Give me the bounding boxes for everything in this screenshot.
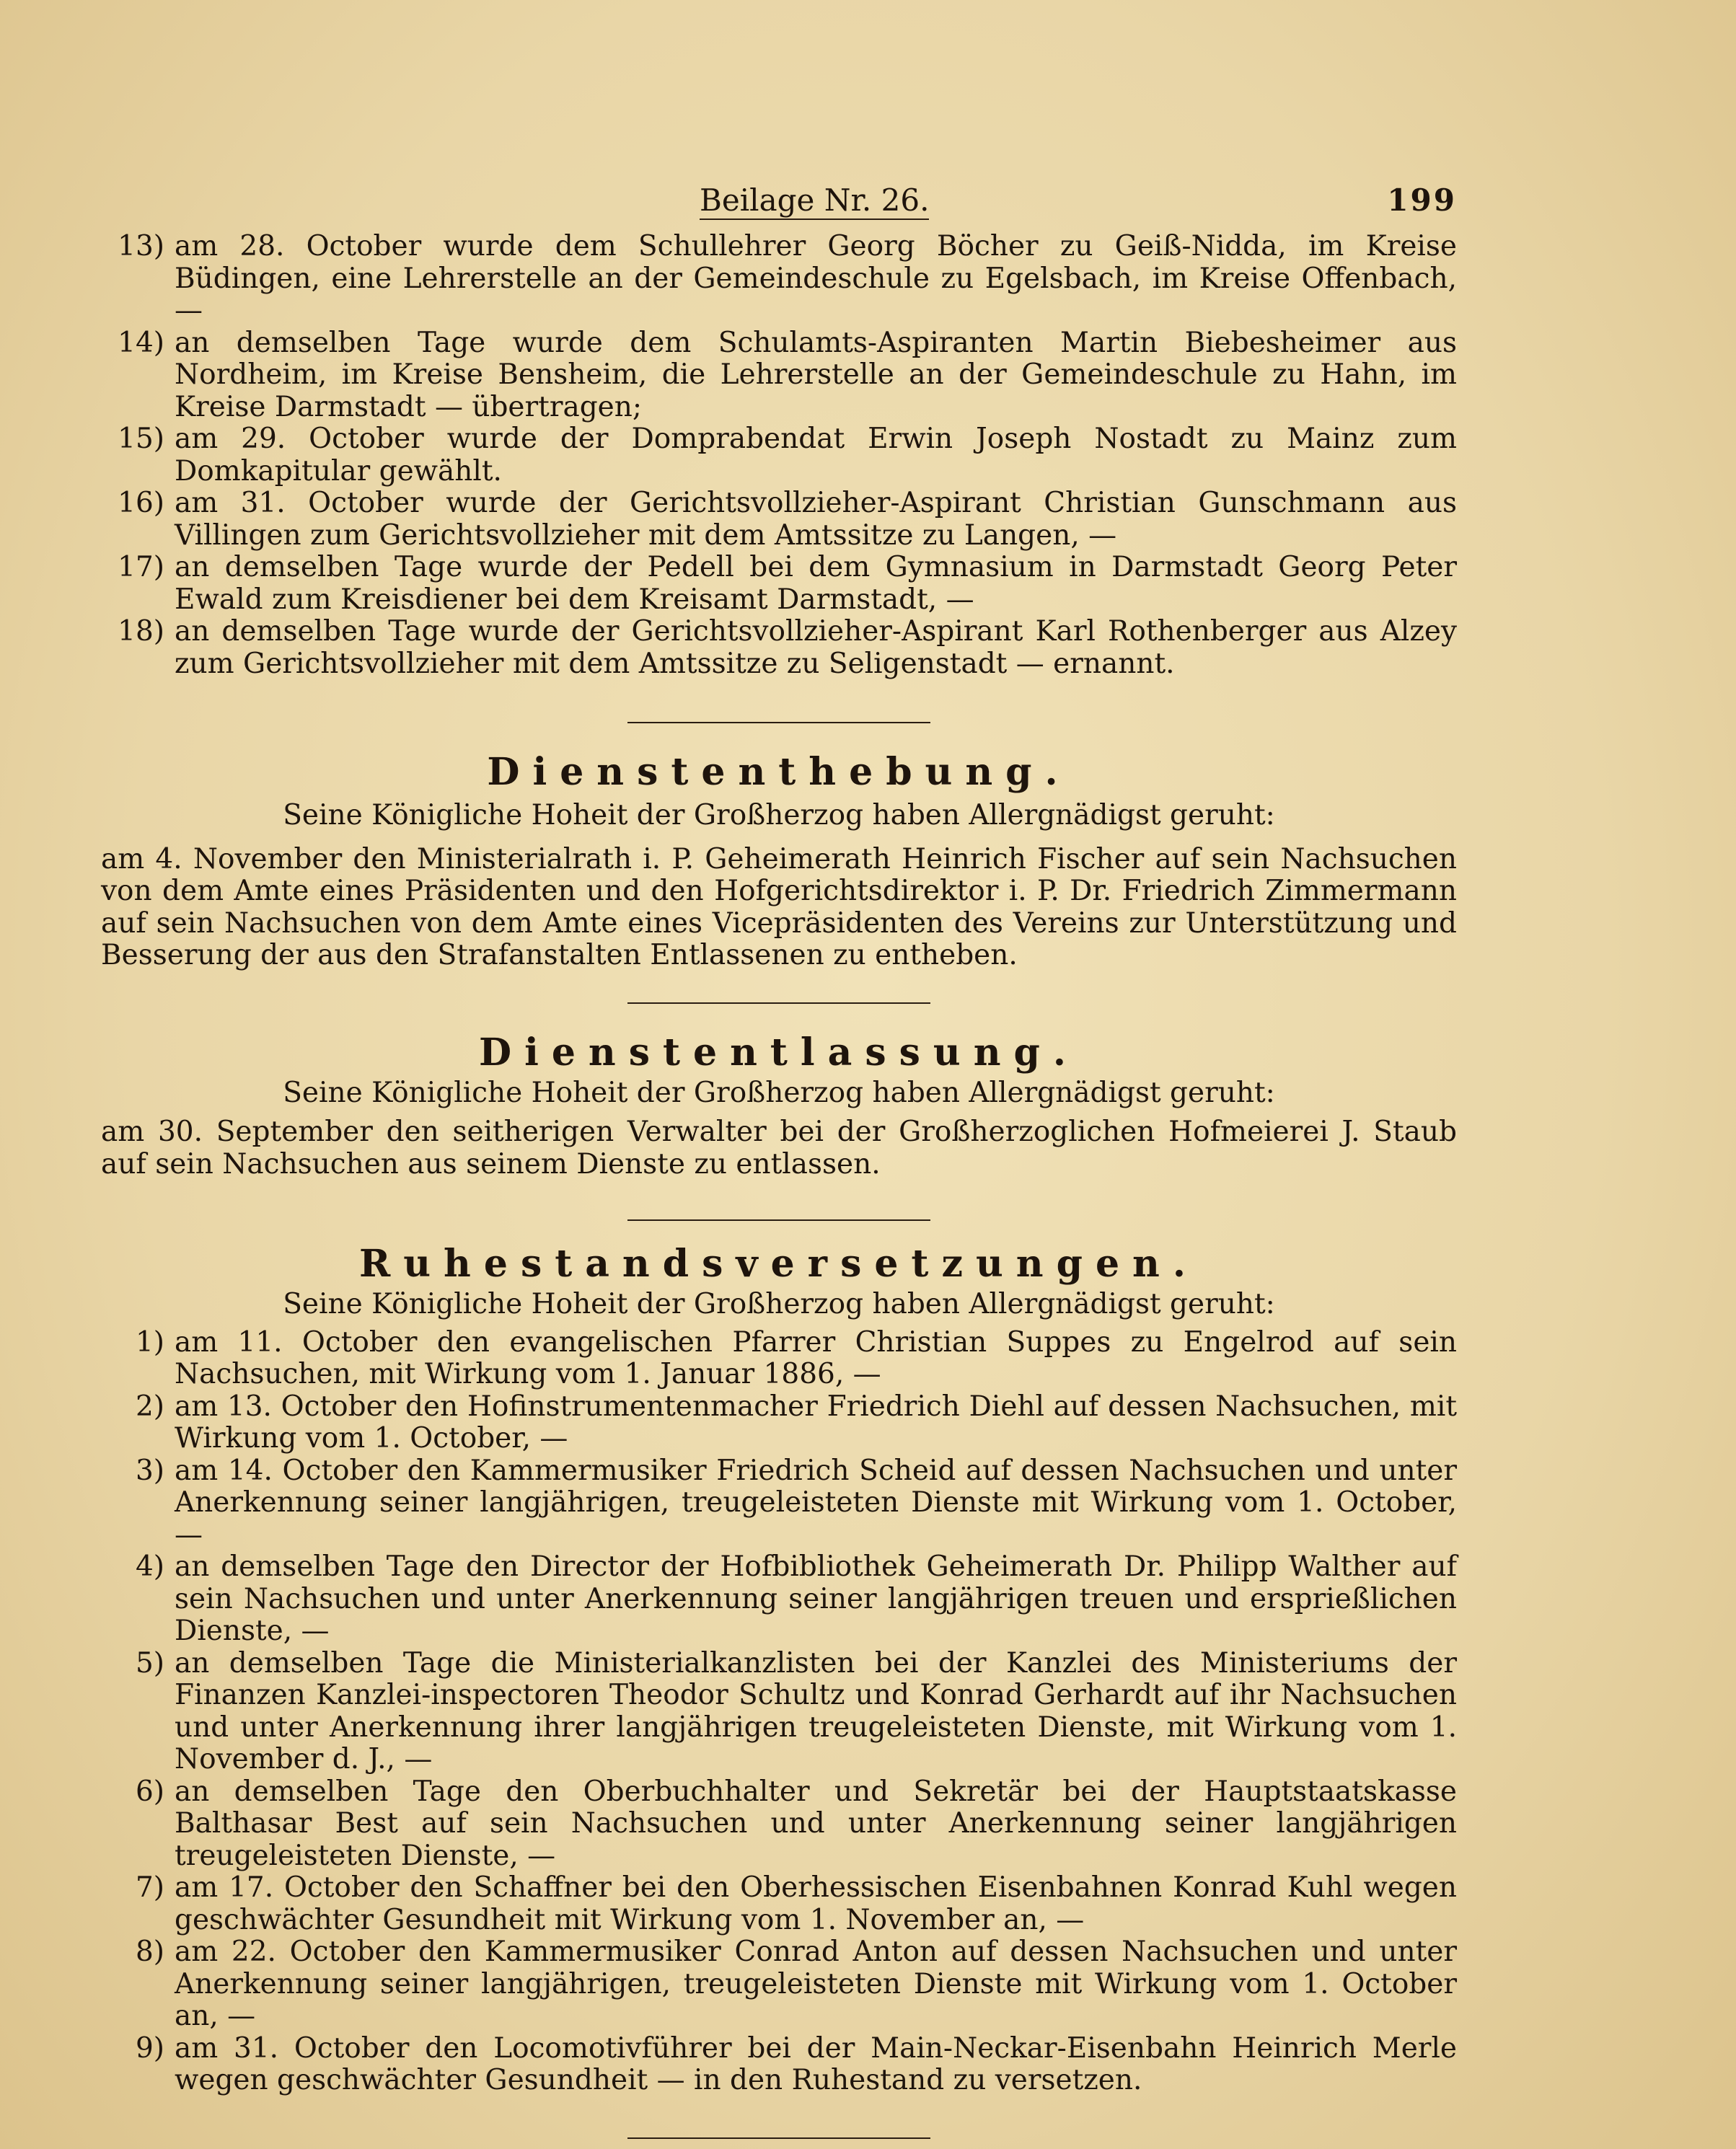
- item-text: am 29. October wurde der Domprabendat Erwin Joseph Nostadt zu Mainz zum Domkapitular gewählt.: [175, 423, 1457, 487]
- item-number: 5): [135, 1646, 164, 1680]
- appointments-list: [101, 231, 1457, 680]
- section-divider: [627, 2137, 930, 2139]
- item-text: am 14. October den Kammermusiker Friedrich Scheid auf dessen Nachsuchen und unter Anerkennung seiner langjährigen, treugeleisteten Dienste mit Wirkung vom 1. October, —: [175, 1454, 1457, 1551]
- item-number: 1): [135, 1325, 164, 1359]
- item-text: an demselben Tage wurde der Pedell bei dem Gymnasium in Darmstadt Georg Peter Ewald zum Kreisdiener bei dem Kreisamt Darmstadt, —: [175, 551, 1457, 616]
- item-text: am 22. October den Kammermusiker Conrad Anton auf dessen Nachsuchen und unter Anerkennung seiner langjährigen, treugeleisteten Dienste mit Wirkung vom 1. October an, —: [175, 1936, 1457, 2032]
- list-item: [101, 1936, 1457, 2033]
- list-item: [101, 487, 1457, 552]
- section-intro: Seine Königliche Hoheit der Großherzog haben Allergnädigst geruht:: [283, 799, 1275, 831]
- item-text: an demselben Tage wurde der Gerichtsvollzieher-Aspirant Karl Rothenberger aus Alzey zum Gerichtsvollzieher mit dem Amtssitze zu Seligenstadt — ernannt.: [175, 615, 1457, 680]
- item-number: 14): [118, 326, 164, 359]
- list-item: [101, 231, 1457, 327]
- section-text: am 4. November den Ministerialrath i. P. Geheimerath Heinrich Fischer auf sein Nachsuchen von dem Amte eines Präsidenten und den Hofgerichtsdirektor i. P. Dr. Friedrich Zimmermann auf sein Nachsuchen von dem Amte eines Vicepräsidenten des Vereins zur Unterstützung und Besserung der aus den Strafanstalten Entlassenen zu entheben.: [101, 842, 1457, 971]
- list-item: [101, 1872, 1457, 1936]
- list-item: [101, 423, 1457, 487]
- item-number: 13): [118, 230, 164, 262]
- document-page: [101, 180, 1457, 2139]
- item-number: 3): [135, 1454, 164, 1487]
- item-number: 17): [118, 551, 164, 583]
- list-item: [101, 1551, 1457, 1648]
- section-dienstentlassung: [101, 1031, 1457, 1181]
- section-title: Dienstenthebung.: [487, 750, 1071, 794]
- item-number: 16): [118, 487, 164, 519]
- list-item: [101, 327, 1457, 424]
- page-number: 199: [1387, 182, 1457, 218]
- item-number: 2): [135, 1390, 164, 1423]
- item-number: 8): [135, 1936, 164, 1968]
- section-text: am 30. September den seitherigen Verwalter bei der Großherzoglichen Hofmeierei J. Staub auf sein Nachsuchen aus seinem Dienste zu entlassen.: [101, 1116, 1457, 1181]
- item-text: am 13. October den Hofinstrumentenmacher Friedrich Diehl auf dessen Nachsuchen, mit Wirkung vom 1. October, —: [175, 1390, 1457, 1455]
- list-item: [101, 1776, 1457, 1873]
- page-header: [101, 180, 1457, 231]
- item-number: 9): [135, 2031, 164, 2065]
- item-text: am 28. October wurde dem Schullehrer Georg Böcher zu Geiß-Nidda, im Kreise Büdingen, eine Lehrerstelle an der Gemeindeschule zu Egelsbach, im Kreise Offenbach, —: [175, 230, 1457, 327]
- item-text: an demselben Tage den Director der Hofbibliothek Geheimerath Dr. Philipp Walther auf sein Nachsuchen und unter Anerkennung seiner langjährigen treuen und ersprießlichen Dienste, —: [175, 1550, 1457, 1647]
- item-text: an demselben Tage wurde dem Schulamts-Aspiranten Martin Biebesheimer aus Nordheim, im Kreise Bensheim, die Lehrerstelle an der Gemeindeschule zu Hahn, im Kreise Darmstadt — übertragen;: [175, 326, 1457, 423]
- header-title: Beilage Nr. 26.: [700, 185, 929, 220]
- item-text: am 31. October den Locomotivführer bei der Main-Neckar-Eisenbahn Heinrich Merle wegen geschwächter Gesundheit — in den Ruhestand zu versetzen.: [175, 2031, 1457, 2096]
- item-number: 15): [118, 423, 164, 455]
- section-title: Ruhestandsversetzungen.: [359, 1242, 1199, 1286]
- item-text: am 31. October wurde der Gerichtsvollzieher-Aspirant Christian Gunschmann aus Villingen zum Gerichtsvollzieher mit dem Amtssitze zu Langen, —: [175, 487, 1457, 552]
- list-item: [101, 2033, 1457, 2097]
- item-number: 4): [135, 1550, 164, 1583]
- section-dienstenthebung: [101, 751, 1457, 972]
- section-intro: Seine Königliche Hoheit der Großherzog haben Allergnädigst geruht:: [283, 1076, 1275, 1109]
- list-item: [101, 552, 1457, 616]
- section-title: Dienstentlassung.: [478, 1030, 1080, 1074]
- list-item: [101, 1327, 1457, 1391]
- section-ruhestandsversetzungen: [101, 1243, 1457, 2097]
- list-item: [101, 1455, 1457, 1552]
- list-item: [101, 1391, 1457, 1455]
- item-number: 6): [135, 1775, 164, 1808]
- item-text: an demselben Tage den Oberbuchhalter und Sekretär bei der Hauptstaatskasse Balthasar Best auf sein Nachsuchen und unter Anerkennung seiner langjährigen treugeleisteten Dienste, —: [175, 1775, 1457, 1872]
- item-text: am 17. October den Schaffner bei den Oberhessischen Eisenbahnen Konrad Kuhl wegen geschwächter Gesundheit mit Wirkung vom 1. November an, —: [175, 1871, 1457, 1936]
- item-text: am 11. October den evangelischen Pfarrer Christian Suppes zu Engelrod auf sein Nachsuchen, mit Wirkung vom 1. Januar 1886, —: [175, 1325, 1457, 1390]
- item-text: an demselben Tage die Ministerialkanzlisten bei der Kanzlei des Ministeriums der Finanzen Kanzlei-inspectoren Theodor Schultz und Konrad Gerhardt auf ihr Nachsuchen und unter Anerkennung ihrer langjährigen treugeleisteten Dienste, mit Wirkung vom 1. November d. J., —: [175, 1646, 1457, 1775]
- item-number: 7): [135, 1871, 164, 1904]
- list-item: [101, 616, 1457, 680]
- list-item: [101, 1648, 1457, 1776]
- section-intro: Seine Königliche Hoheit der Großherzog haben Allergnädigst geruht:: [283, 1288, 1275, 1320]
- retirements-list: [101, 1327, 1457, 2097]
- item-number: 18): [118, 615, 164, 648]
